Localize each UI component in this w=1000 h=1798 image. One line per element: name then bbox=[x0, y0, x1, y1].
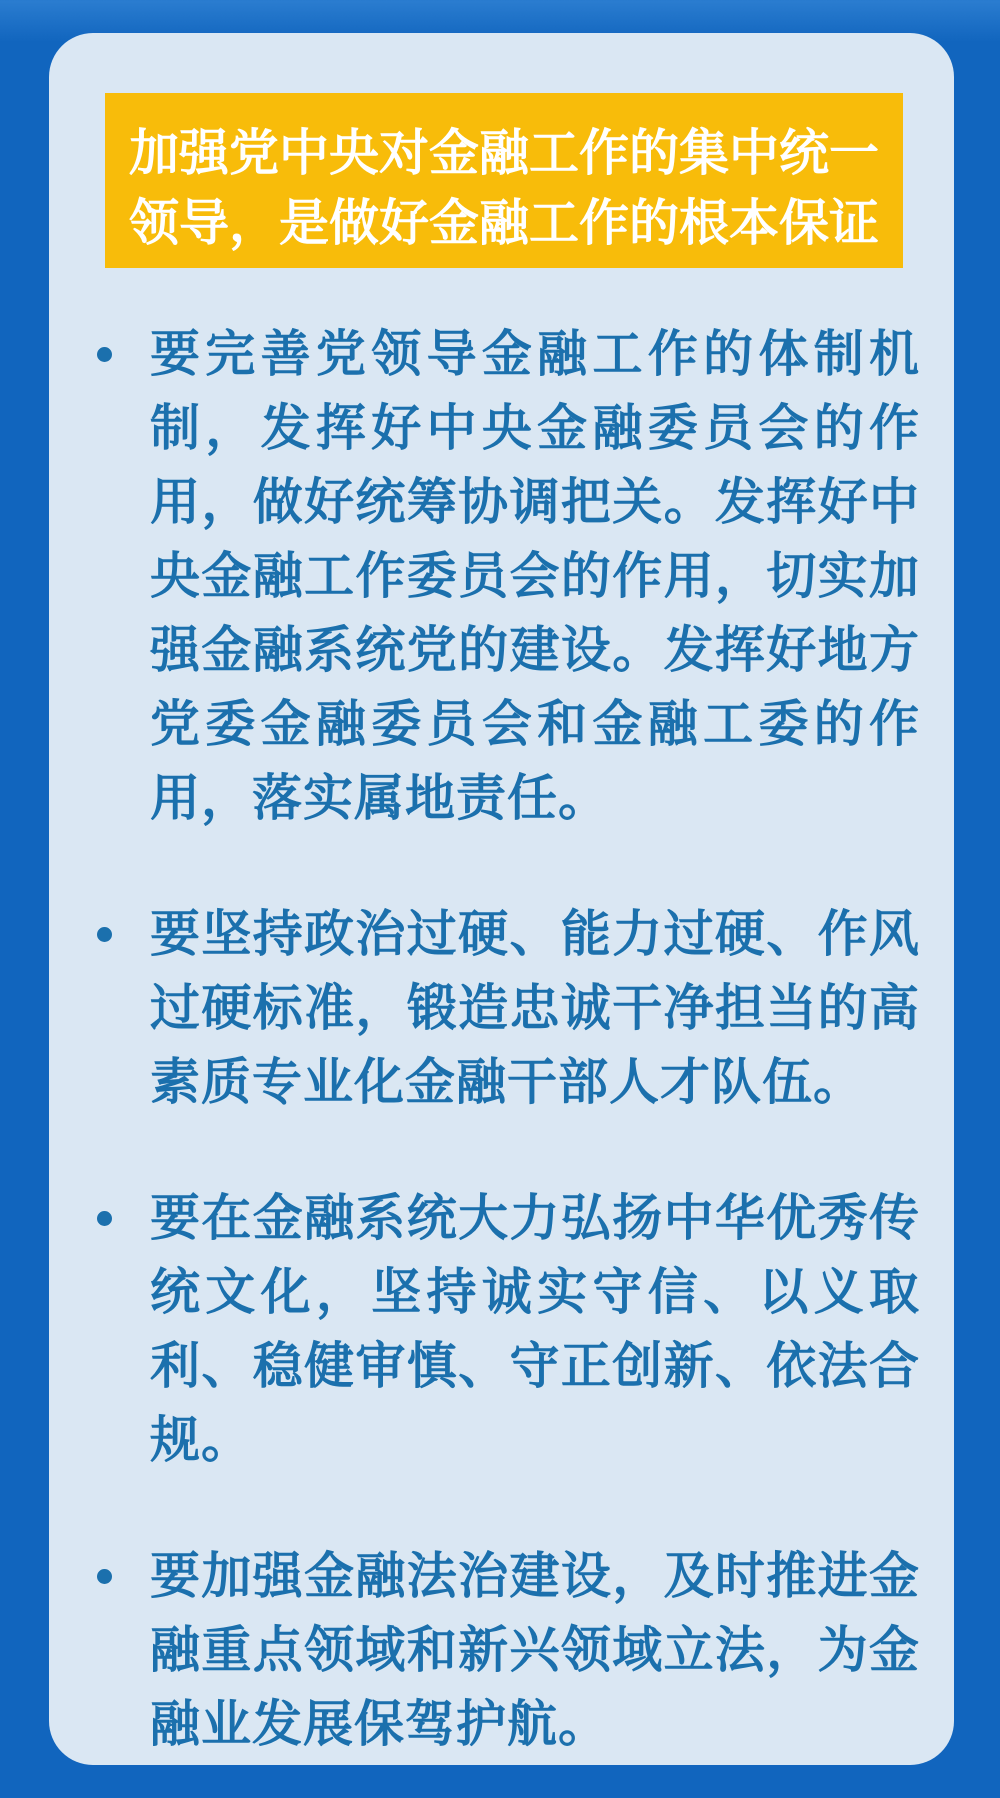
bullet-dot-icon bbox=[97, 347, 112, 362]
bullet-text: 要完善党领导金融工作的体制机制，发挥好中央金融委员会的作用，做好统筹协调把关。发挥好中央金融工作委员会的作用，切实加强金融系统党的建设。发挥好地方党委金融委员会和金融工委的作用，落实属地责任。 bbox=[150, 326, 920, 826]
bullet-dot-icon bbox=[97, 1211, 112, 1226]
bullet-dot-icon bbox=[97, 927, 112, 942]
title-line-2: 领导，是做好金融工作的根本保证 bbox=[129, 195, 879, 251]
list-item bbox=[49, 1539, 954, 1761]
bullet-text: 要在金融系统大力弘扬中华优秀传统文化，坚持诚实守信、以义取利、稳健审慎、守正创新、依法合规。 bbox=[150, 1190, 920, 1468]
title-line-1: 加强党中央对金融工作的集中统一 bbox=[129, 125, 879, 181]
bullet-list bbox=[49, 317, 954, 1798]
bullet-dot-icon bbox=[97, 1569, 112, 1584]
bullet-text: 要坚持政治过硬、能力过硬、作风过硬标准，锻造忠诚干净担当的高素质专业化金融干部人才队伍。 bbox=[150, 906, 920, 1110]
title-banner bbox=[105, 93, 903, 268]
bullet-text: 要加强金融法治建设，及时推进金融重点领域和新兴领域立法，为金融业发展保驾护航。 bbox=[150, 1548, 920, 1752]
list-item bbox=[49, 897, 954, 1119]
list-item bbox=[49, 317, 954, 835]
list-item bbox=[49, 1181, 954, 1477]
content-card bbox=[49, 33, 954, 1765]
